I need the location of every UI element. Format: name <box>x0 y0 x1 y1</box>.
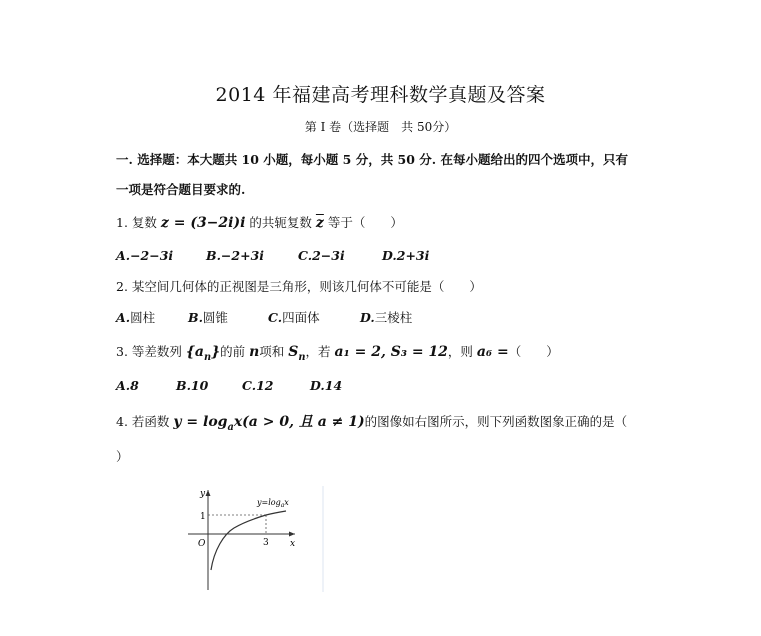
q2-option-b-text: 圆锥 <box>202 310 228 325</box>
q2-option-c-text: 四面体 <box>282 310 320 325</box>
q3-option-a <box>116 378 139 393</box>
q3-option-c-letter: C. <box>242 378 257 393</box>
q1-option-c <box>298 248 345 263</box>
section-heading-line1: 一. 选择题：本大题共 10 小题，每小题 5 分，共 50 分. 在每小题给出的四个选项中，只有 <box>116 152 629 167</box>
q3-condition: a₁ = 2, S₃ = 12 <box>334 344 448 360</box>
q1-option-b-letter: B. <box>206 248 221 263</box>
question-1 <box>116 213 403 231</box>
q2-option-d-text: 三棱柱 <box>374 310 413 325</box>
question-3 <box>116 342 559 363</box>
q2-option-c <box>268 308 320 326</box>
q2-option-a-text: 圆柱 <box>130 310 156 325</box>
q1-suffix: 等于（ ） <box>327 215 403 230</box>
q3-sequence-sub: n <box>203 351 212 363</box>
q3-suffix: （ ） <box>508 344 559 359</box>
q3-ask-lead: ，则 <box>447 344 473 359</box>
q3-n: n <box>249 344 260 360</box>
x-tick-label: 3 <box>263 538 269 548</box>
q3-option-c <box>242 378 274 393</box>
q3-option-a-text: 8 <box>130 378 139 393</box>
q1-option-a-text: −2−3i <box>130 248 174 263</box>
q1-option-d <box>382 248 429 263</box>
q4-expression-head: y = log <box>173 414 228 430</box>
q3-condition-lead: ，若 <box>305 344 331 359</box>
q3-sequence-close: } <box>211 344 221 360</box>
q2-option-d-letter: D. <box>360 310 375 325</box>
q3-sum <box>288 344 306 363</box>
q3-sequence <box>185 344 221 363</box>
q1-conjugate: $\overline{z}$ <box>315 215 324 231</box>
q4-expression-sub: a <box>227 421 234 433</box>
q3-sum-symbol: S <box>288 344 299 360</box>
q2-option-d <box>360 308 412 326</box>
q1-option-d-text: 2+3i <box>396 248 430 263</box>
q3-sum-sub: n <box>298 351 306 363</box>
q3-option-d <box>310 378 342 393</box>
q1-option-c-letter: C. <box>298 248 313 263</box>
q1-option-c-text: 2−3i <box>312 248 345 263</box>
q3-option-d-letter: D. <box>310 378 325 393</box>
q3-option-d-text: 14 <box>324 378 343 393</box>
q1-expression: z = (3−2i)i <box>160 215 246 231</box>
curve-label-rest: x <box>284 498 289 507</box>
q2-option-a <box>116 308 155 326</box>
q3-middle: 的前 <box>220 344 246 359</box>
q3-prefix: 3. 等差数列 <box>116 344 182 359</box>
q1-option-b <box>206 248 264 263</box>
q3-middle2: 项和 <box>259 344 285 359</box>
q4-suffix: 的图像如右图所示，则下列函数图象正确的是（ <box>364 414 628 429</box>
q3-option-b-text: 10 <box>190 378 209 393</box>
q3-ask: a₆ = <box>476 344 509 360</box>
q1-middle: 的共轭复数 <box>249 215 312 230</box>
q2-option-b-letter: B. <box>188 310 203 325</box>
q1-option-d-letter: D. <box>382 248 397 263</box>
q1-option-a-letter: A. <box>116 248 131 263</box>
q1-option-b-text: −2+3i <box>220 248 265 263</box>
log-graph-figure <box>180 482 330 594</box>
q3-option-b-letter: B. <box>176 378 191 393</box>
page-title: 2014 年福建高考理科数学真题及答案 <box>215 84 546 106</box>
q3-option-b <box>176 378 208 393</box>
q3-option-a-letter: A. <box>116 378 131 393</box>
question-4 <box>116 411 627 433</box>
origin-label: O <box>198 539 206 549</box>
x-axis-label: x <box>290 539 296 549</box>
page-subtitle: 第 I 卷（选择题 共 50分） <box>304 120 457 134</box>
y-tick-label: 1 <box>200 512 206 522</box>
q3-option-c-text: 12 <box>256 378 274 393</box>
y-axis-label: y <box>200 489 206 499</box>
q1-option-a <box>116 248 173 263</box>
q4-expression <box>173 414 365 433</box>
q2-option-b <box>188 308 228 326</box>
curve-label-sub: a <box>280 502 285 509</box>
q3-sequence-open: {a <box>185 344 204 360</box>
section-heading-line2: 一项是符合题目要求的. <box>116 182 246 197</box>
q4-expression-rest: x(a > 0, 且 a ≠ 1) <box>233 414 365 430</box>
q2-option-c-letter: C. <box>268 310 283 325</box>
q1-prefix: 1. 复数 <box>116 215 157 230</box>
q4-close-paren: ） <box>116 449 129 464</box>
q2-option-a-letter: A. <box>116 310 131 325</box>
question-2: 2. 某空间几何体的正视图是三角形，则该几何体不可能是（ ） <box>116 279 482 294</box>
curve-label-head: y=log <box>257 498 281 507</box>
q4-prefix: 4. 若函数 <box>116 414 170 429</box>
